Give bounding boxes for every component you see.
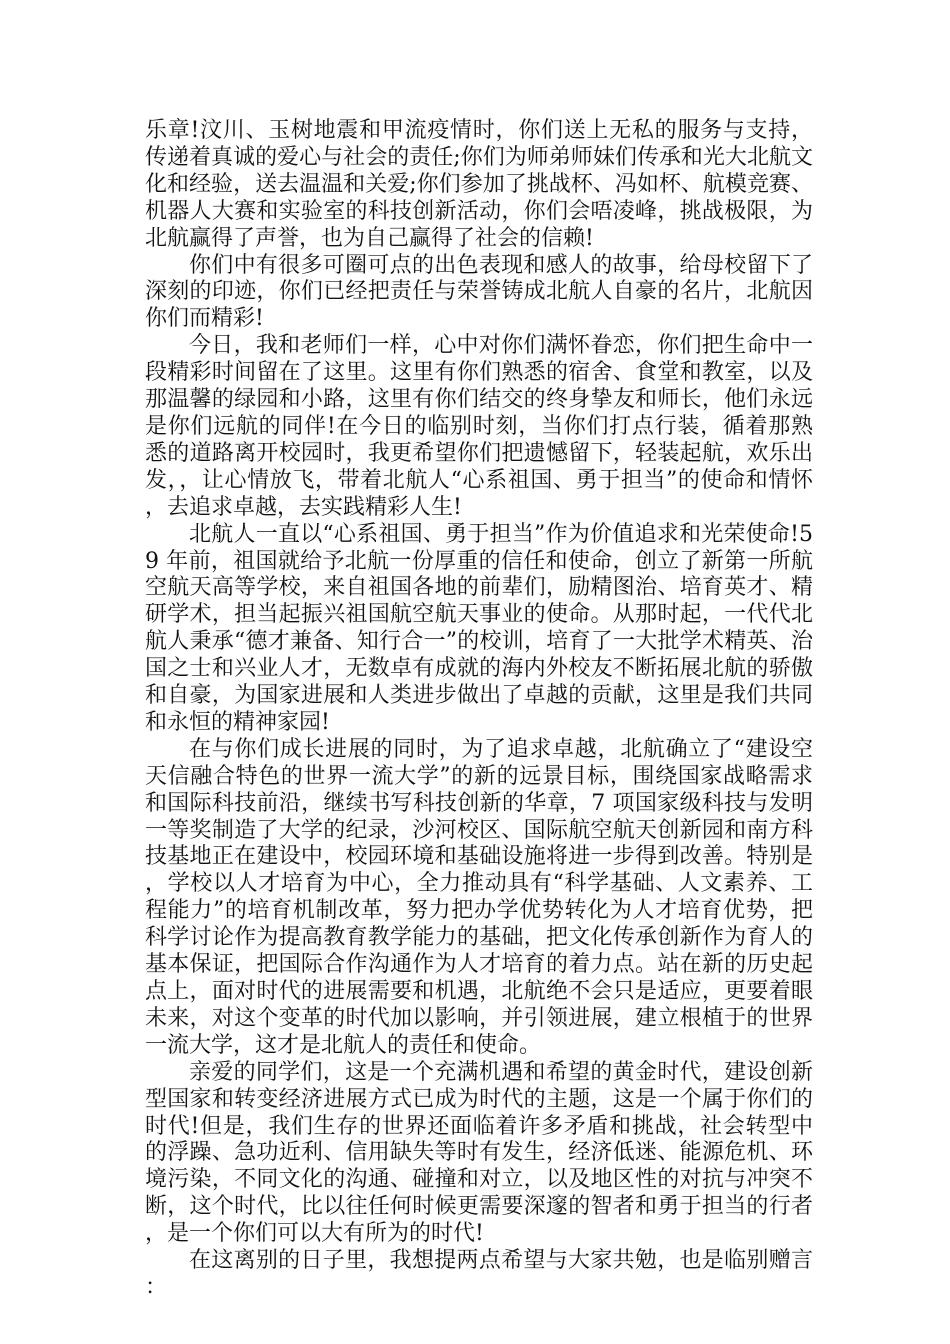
paragraph-1: 乐章!汶川、玉树地震和甲流疫情时，你们送上无私的服务与支持，传递着真诚的爱心与社会的责任;你们为师弟师妹们传承和光大北航文化和经验，送去温温和关爱;你们参加了挑战杯、冯如杯、航模竞赛、机器人大赛和实验室的科技创新活动，你们会唔凌峰，挑战极限，为北航赢得了声誉，也为自己赢得了社会的信赖! bbox=[145, 118, 813, 251]
paragraph-4: 北航人一直以“心系祖国、勇于担当”作为价值追求和光荣使命!59 年前，祖国就给予北航一份厚重的信任和使命，创立了新第一所航空航天高等学校，来自祖国各地的前辈们，励精图治、培育英才、精研学术，担当起振兴祖国航空航天事业的使命。从那时起，一代代北航人秉承“德才兼备、知行合一”的校训，培育了一大批学术精英、治国之士和兴业人才，无数卓有成就的海内外校友不断拓展北航的骄傲和自豪，为国家进展和人类进步做出了卓越的贡献，这里是我们共同和永恒的精神家园! bbox=[145, 521, 813, 735]
paragraph-6: 亲爱的同学们，这是一个充满机遇和希望的黄金时代，建设创新型国家和转变经济进展方式已成为时代的主题，这是一个属于你们的时代!但是，我们生存的世界还面临着许多矛盾和挑战，社会转型中的浮躁、急功近利、信用缺失等时有发生，经济低迷、能源危机、环境污染，不同文化的沟通、碰撞和对立，以及地区性的对抗与冲突不断，这个时代，比以往任何时候更需要深邃的智者和勇于担当的行者，是一个你们可以大有所为的时代! bbox=[145, 1059, 813, 1247]
document-page bbox=[145, 118, 813, 1302]
paragraph-3: 今日，我和老师们一样，心中对你们满怀眷恋，你们把生命中一段精彩时间留在了这里。这里有你们熟悉的宿舍、食堂和教室，以及那温馨的绿园和小路，这里有你们结交的终身挚友和师长，他们永远是你们远航的同伴!在今日的临别时刻，当你们打点行装，循着那熟悉的道路离开校园时，我更希望你们把遗憾留下，轻装起航，欢乐出发，，让心情放飞，带着北航人“心系祖国、勇于担当”的使命和情怀，去追求卓越，去实践精彩人生! bbox=[145, 333, 813, 520]
paragraph-7: 在这离别的日子里，我想提两点希望与大家共勉，也是临别赠言： bbox=[145, 1248, 813, 1300]
paragraph-5: 在与你们成长进展的同时，为了追求卓越，北航确立了“建设空天信融合特色的世界一流大学”的新的远景目标，围绕国家战略需求和国际科技前沿，继续书写科技创新的华章，7 项国家级科技与发明一等奖制造了大学的纪录，沙河校区、国际航空航天创新园和南方科技基地正在建设中，校园环境和基础设施将进一步得到改善。特别是，学校以人才培育为中心，全力推动具有“科学基础、人文素养、工程能力”的培育机制改革，努力把办学优势转化为人才培育优势，把科学讨论作为提高教育教学能力的基础，把文化传承创新作为育人的基本保证，把国际合作沟通作为人才培育的着力点。站在新的历史起点上，面对时代的进展需要和机遇，北航绝不会只是适应，更要着眼未来，对这个变革的时代加以影响，并引领进展，建立根植于的世界一流大学，这才是北航人的责任和使命。 bbox=[145, 736, 813, 1058]
paragraph-2: 你们中有很多可圈可点的出色表现和感人的故事，给母校留下了深刻的印迹，你们已经把责任与荣誉铸成北航人自豪的名片，北航因你们而精彩! bbox=[145, 252, 813, 332]
